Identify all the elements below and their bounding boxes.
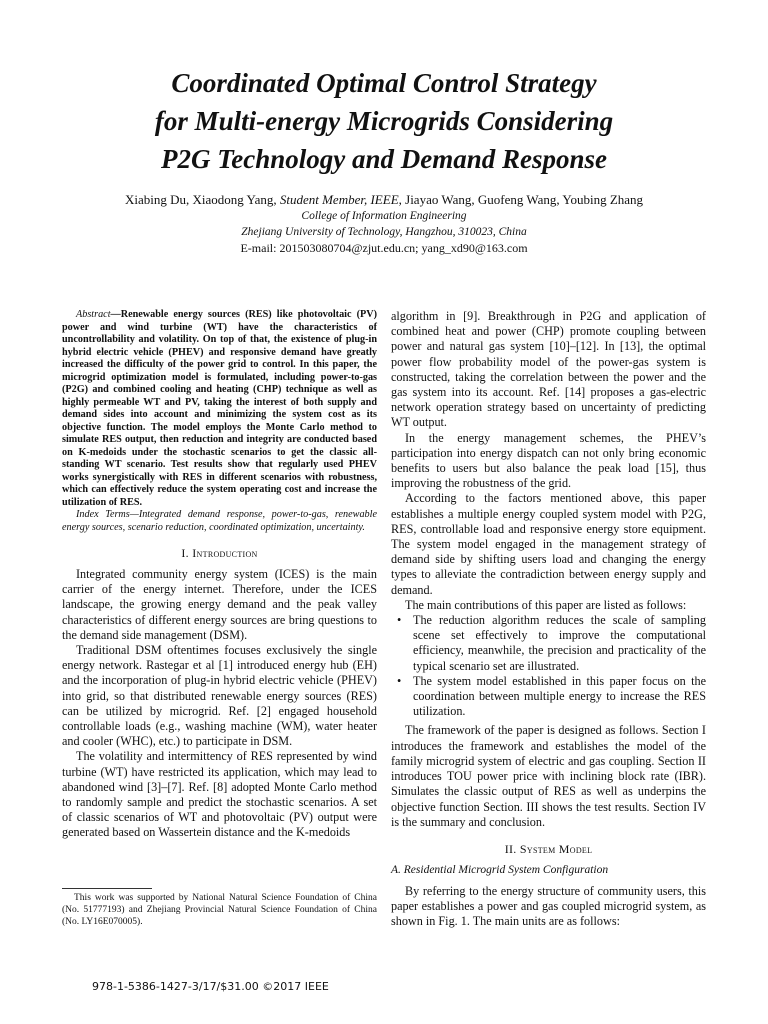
list-item [391,613,706,674]
index-terms: Index Terms—Integrated demand response, power-to-gas, renewable energy sources, scenario reduction, coordinated optimization, uncertainty. [62,509,377,533]
abstract: Abstract—Renewable energy sources (RES) like photovoltaic (PV) power and wind turbine (WT) have the characteristics of uncontrollability and volatility. On top of that, the existence of plug-in hybrid electric vehicle (PHEV) and responsive demand have greatly increased the difficulty of the power grid to control. In this paper, the microgrid optimization model is formulated, including power-to-gas (P2G) and combined cooling and heating (CHP) technique as well as highly permeable WT and PV, taking the interest of both supply and demand sides into account and minimizing the system cost as its objective function. The model employs the Monte Carlo method to simulate RES output, then reduction and integrity are conducted based on K-medoids under the stochastic scenarios to get the classic all-standing WT scenario. Test results show that regularly used PHEV works synergistically with RES in different scenarios with robustness, which can effectively reduce the system operating cost and increase the utilization of RES. [62,309,377,508]
section-heading: II. System Model [504,841,593,856]
affiliation-university: Zhejiang University of Technology, Hangzhou, 310023, China [241,226,527,238]
affiliation-college: College of Information Engineering [301,210,467,222]
copyright-notice: 978-1-5386-1427-3/17/$31.00 ©2017 IEEE [92,980,329,993]
list-item-text: The reduction algorithm reduces the scale of sampling scene set effectively to improve the computational efficiency, meanwhile, the precision and practicality of the typical scenario set are illustrated. [413,613,706,673]
paragraph: By referring to the energy structure of community users, this paper establishes a power and gas coupled microgrid system, as shown in Fig. 1. The main units are as follows: [391,883,706,929]
bullet-icon: • [397,613,402,628]
contribution-list [391,613,706,719]
list-item-text: The system model established in this paper focus on the coordination between multiple energy to increase the RES utilization. [413,673,706,719]
abstract-label: Abstract [76,309,111,320]
abstract-body: Renewable energy sources (RES) like photovoltaic (PV) power and wind turbine (WT) have the characteristics of uncontrollability and volatility. On top of that, the existence of plug-in hybrid electric vehicle (PHEV) and responsive demand have greatly increased the difficulty of the power grid to control. In this paper, the microgrid optimization model is formulated, including power-to-gas (P2G) and combined cooling and heating (CHP) technique as well as highly permeable WT and PV, taking the interest of both supply and demand sides into account and minimizing the system cost as its objective function. The model employs the Monte Carlo method to simulate RES output, then reduction and integrity are conducted based on K-medoids under the stochastic scenarios to get the classic all-standing WT scenario. Test results show that regularly used PHEV works synergistically with RES in different scenarios with robustness, which can effectively reduce the system operating cost and increase the utilization of RES. [62,309,377,508]
title-line: Coordinated Optimal Control Strategy [171,68,597,98]
subsection-heading: A. Residential Microgrid System Configuration [391,863,609,876]
author-list [0,192,768,208]
paragraph: The framework of the paper is designed as follows. Section I introduces the framework and establishes the model of the family microgrid system of electric and gas coupling. Section II introduces TOU power price with inclining block rate (IBR). Simulates the classic output of RES as well as underpins the objective function Section. III shows the test results. Section IV is the summary and conclusion. [391,723,706,829]
paragraph: The volatility and intermittency of RES represented by wind turbine (WT) have restricted its application, which may lead to abandoned wind [3]–[7]. Ref. [8] adopted Monte Carlo method to randomly sample and predict the stochastic scenarios. A set of classic scenarios of WT and photovoltaic (PV) output were generated based on Wassertein distance and the K-medoids [62,749,377,840]
membership-note: Student Member, IEEE [279,192,399,207]
footnote: This work was supported by National Natural Science Foundation of China (No. 51777193) and Zhejiang Provincial Natural Science Foundation of China (No. LY16E070005). [62,893,377,927]
section-heading: I. Introduction [181,546,258,560]
paragraph: algorithm in [9]. Breakthrough in P2G and application of combined heat and power (CHP) promote coupling between power and natural gas system [10]–[12]. In [13], the optimal power flow probability model of the power-gas system is constructed, taking the correlation between the power and the gas system into its account. Ref. [14] proposes a gas-electric network operation strategy based on uncertainty of predicting WT output. [391,309,706,430]
right-column [391,309,706,930]
paper-title [0,64,768,178]
left-column [62,309,377,841]
paragraph: Integrated community energy system (ICES) is the main carrier of the energy internet. Therefore, under the ICES landscape, the growing energy demand and the peak valley characteristics of different energy sources are bring questions to the demand side management (DSM). [62,567,377,642]
title-line: for Multi-energy Microgrids Considering [154,106,614,136]
list-item [391,674,706,720]
paragraph: According to the factors mentioned above, this paper establishes a multiple energy coupled system model with P2G, RES, controllable load and responsive energy store equipment. The system model engaged in the management strategy of demand side by shifting users load and changing the energy types to alleviate the contradiction between energy supply and demand. [391,491,706,597]
title-line: P2G Technology and Demand Response [160,144,607,174]
paragraph: In the energy management schemes, the PHEV’s participation into energy dispatch can not only bring economic benefits to users but also balance the peak load [15], thus improving the robustness of the grid. [391,430,706,491]
author-names: Xiabing Du, Xiaodong Yang, [124,192,280,207]
footnote-rule [62,888,152,889]
paragraph: The main contributions of this paper are listed as follows: [405,597,687,612]
paragraph: Traditional DSM oftentimes focuses exclusively the single energy network. Rastegar et al [1] introduced energy hub (EH) and the incorporation of plug-in hybrid electric vehicle (PHEV) into grid, so that distributed renewable energy sources (RES) can be utilized by microgrid. Ref. [2] engaged household controllable loads (e.g., washing machine (WM), water heater and cooler (WHC), etc.) to participate in DSM. [62,643,377,749]
bullet-icon: • [397,673,402,688]
author-names: , Jiayao Wang, Guofeng Wang, Youbing Zhang [398,192,644,207]
affiliation-email: E-mail: 201503080704@zjut.edu.cn; yang_xd90@163.com [240,241,528,255]
